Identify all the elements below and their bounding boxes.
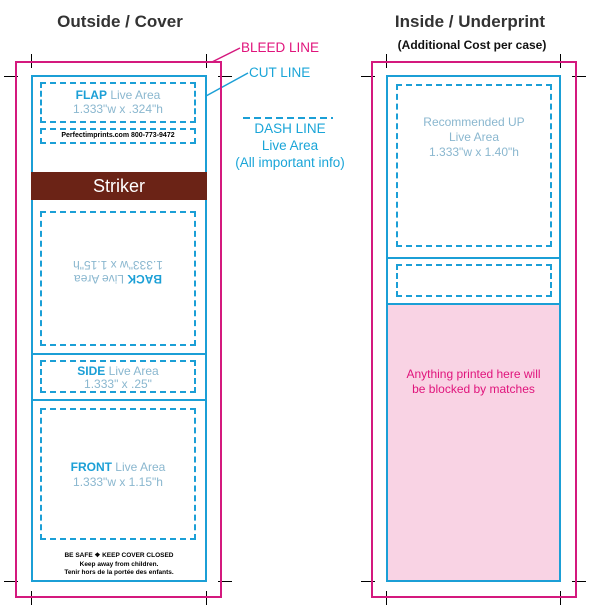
flap-dims: 1.333"w x .324"h bbox=[73, 102, 163, 116]
back-dims: 1.333"w x 1.15"h bbox=[73, 258, 163, 272]
front-name: FRONT bbox=[70, 460, 112, 474]
side-suffix: Live Area bbox=[105, 364, 159, 378]
recommended-live-area bbox=[396, 84, 552, 247]
inside-side-live-area bbox=[396, 264, 552, 297]
back-label bbox=[40, 272, 196, 286]
bleed-leader bbox=[212, 48, 240, 62]
outside-divider-2 bbox=[31, 399, 207, 401]
front-live-area bbox=[40, 408, 196, 540]
blocked-text-1: Anything printed here will bbox=[406, 367, 541, 381]
recommended-line-1: Recommended UP bbox=[423, 115, 525, 129]
recommended-line-2: Live Area bbox=[448, 130, 500, 144]
inside-divider-1 bbox=[386, 257, 561, 259]
back-name: BACK bbox=[127, 272, 163, 286]
front-dims: 1.333"w x 1.15"h bbox=[73, 475, 163, 489]
striker-band: Striker bbox=[31, 172, 207, 200]
back-label-group bbox=[40, 258, 196, 286]
safety-be-safe: BE SAFE bbox=[64, 552, 93, 559]
dash-line-label: DASH LINE bbox=[254, 121, 326, 136]
cut-line-label: CUT LINE bbox=[249, 65, 311, 80]
phone-strip-text: Perfectimprints.com 800-773-9472 bbox=[61, 132, 175, 139]
outside-divider-1 bbox=[31, 353, 207, 355]
flap-label bbox=[40, 88, 196, 102]
back-suffix: Live Area bbox=[73, 272, 128, 286]
blocked-text-2: be blocked by matches bbox=[412, 382, 535, 396]
safety-line-3: Tenir hors de la portée des enfants. bbox=[64, 569, 174, 576]
dash-line-sub2: (All important info) bbox=[235, 155, 345, 170]
front-label bbox=[40, 460, 196, 474]
safety-keep-closed: KEEP COVER CLOSED bbox=[102, 552, 174, 559]
inside-title: Inside / Underprint bbox=[394, 12, 546, 31]
inside-subtitle: (Additional Cost per case) bbox=[397, 38, 547, 52]
safety-line-2: Keep away from children. bbox=[79, 561, 159, 568]
safety-line-1 bbox=[31, 552, 207, 560]
dash-line-sub1: Live Area bbox=[261, 138, 319, 153]
side-name: SIDE bbox=[77, 364, 106, 378]
side-dims: 1.333" x .25" bbox=[84, 377, 152, 391]
side-label bbox=[40, 364, 196, 378]
bleed-line-label: BLEED LINE bbox=[241, 40, 320, 55]
flap-name: FLAP bbox=[75, 88, 107, 102]
front-suffix: Live Area bbox=[111, 460, 166, 474]
outside-title: Outside / Cover bbox=[57, 12, 183, 31]
flap-suffix: Live Area bbox=[106, 88, 161, 102]
inside-divider-2 bbox=[386, 303, 561, 305]
warning-icon: ❖ bbox=[94, 552, 101, 559]
recommended-line-3: 1.333"w x 1.40"h bbox=[429, 145, 519, 159]
